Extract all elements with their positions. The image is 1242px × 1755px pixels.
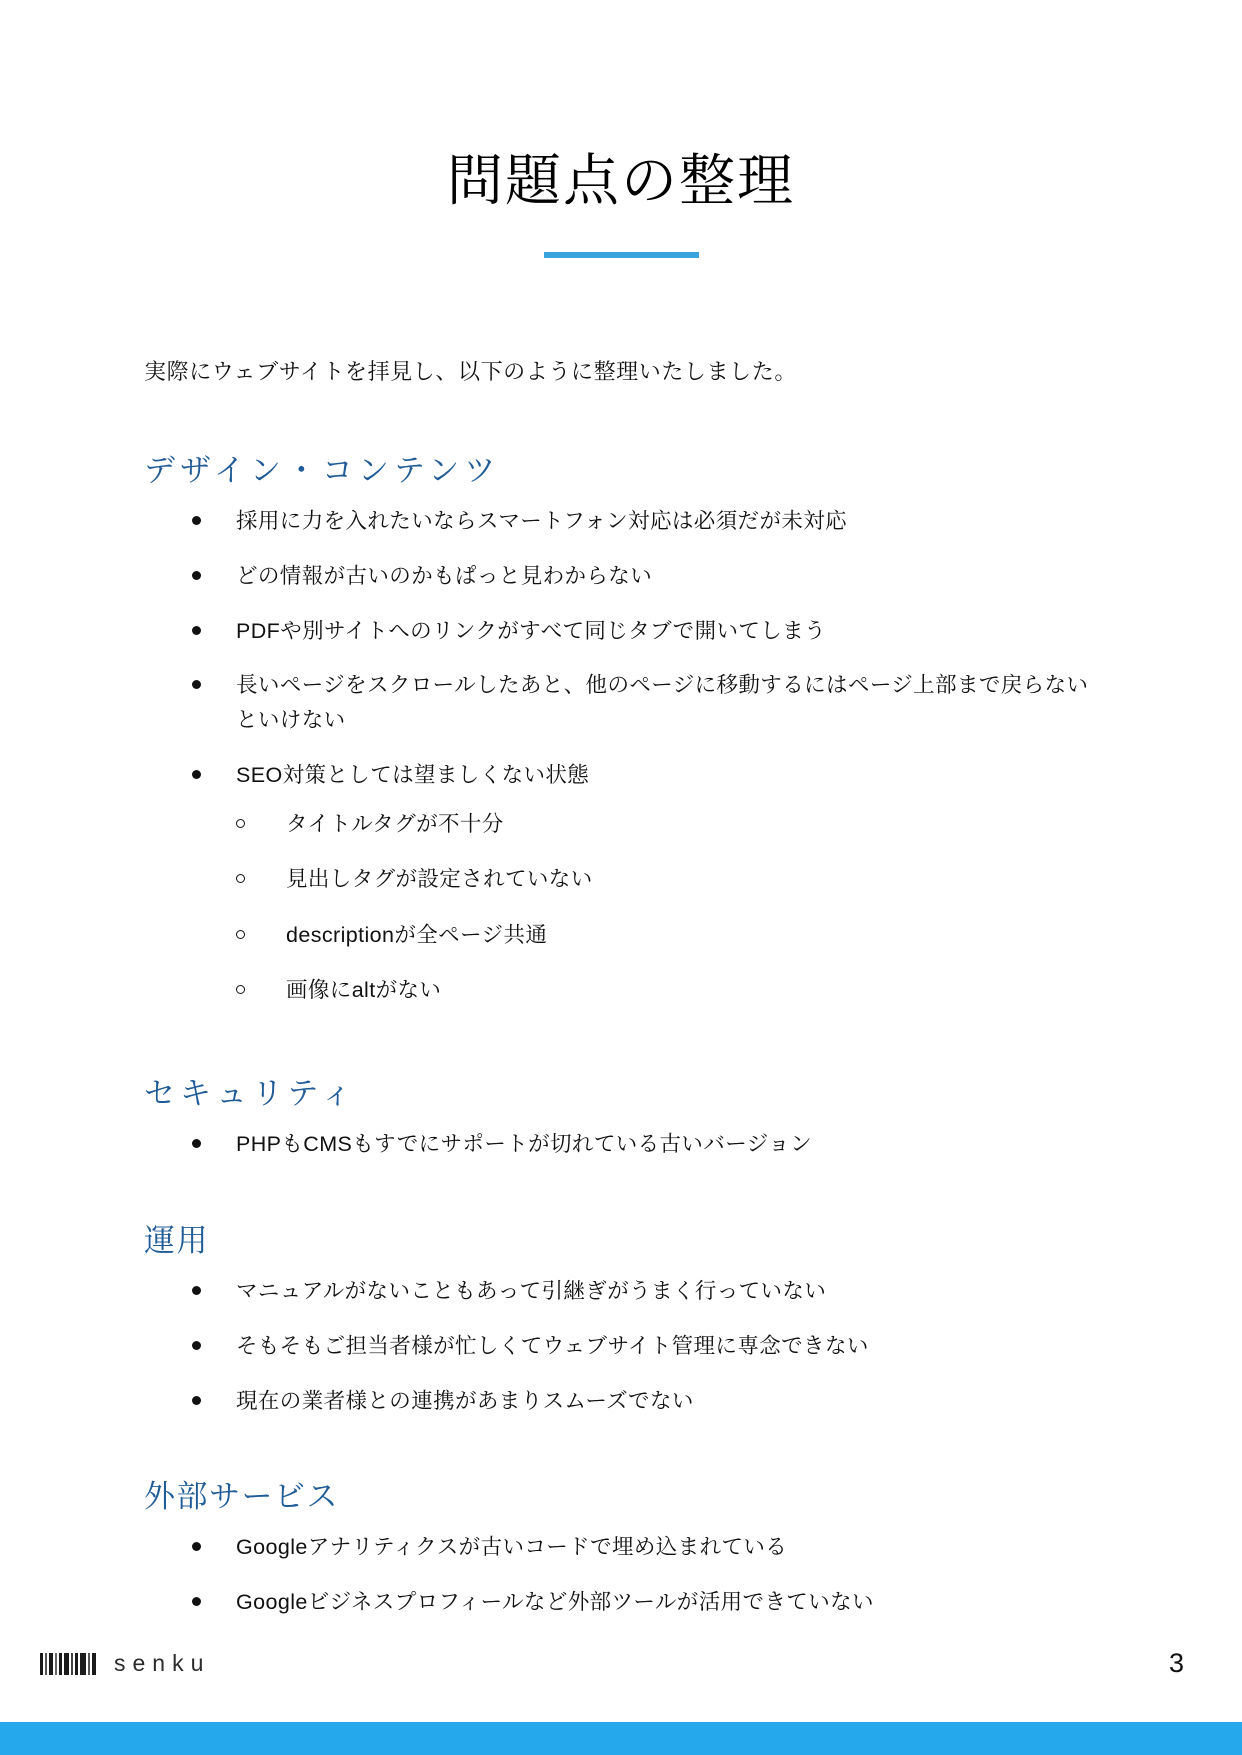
list-item-text: 現在の業者様との連携があまりスムーズでない bbox=[236, 1388, 694, 1413]
list-item bbox=[144, 758, 1104, 1007]
page-footer bbox=[0, 1615, 1242, 1755]
document-body bbox=[144, 355, 1104, 1664]
bullet-circle-icon bbox=[236, 874, 245, 883]
brand-logo bbox=[40, 1650, 210, 1677]
section-operations bbox=[144, 1220, 1104, 1418]
section-security bbox=[144, 1073, 1104, 1162]
title-accent-rule bbox=[544, 252, 699, 258]
list-item bbox=[144, 1329, 1104, 1364]
list-item-text: SEO対策としては望ましくない状態 bbox=[236, 762, 590, 787]
list-item bbox=[144, 1127, 1104, 1162]
list-item-text: PDFや別サイトへのリンクがすべて同じタブで開いてしまう bbox=[236, 618, 826, 643]
list-item-text: そもそもご担当者様が忙しくてウェブサイト管理に専念できない bbox=[236, 1333, 869, 1358]
intro-paragraph: 実際にウェブサイトを拝見し、以下のように整理いたしました。 bbox=[144, 359, 797, 384]
list-item-text: 採用に力を入れたいならスマートフォン対応は必須だが未対応 bbox=[236, 508, 848, 533]
list-item bbox=[144, 1530, 1104, 1565]
list-item-text: マニュアルがないこともあって引継ぎがうまく行っていない bbox=[236, 1278, 827, 1303]
bullet-list bbox=[144, 1127, 1104, 1162]
page-title: 問題点の整理 bbox=[447, 151, 795, 213]
bullet-list bbox=[144, 1274, 1104, 1418]
list-item bbox=[144, 559, 1104, 594]
bottom-accent-band bbox=[0, 1722, 1242, 1755]
bullet-dot-icon bbox=[192, 680, 201, 689]
bullet-dot-icon bbox=[192, 1286, 201, 1295]
sub-list-item-text: 見出しタグが設定されていない bbox=[286, 867, 593, 892]
bullet-dot-icon bbox=[192, 571, 201, 580]
sub-list-item bbox=[236, 973, 1104, 1007]
barcode-mark-icon bbox=[40, 1653, 98, 1675]
list-item bbox=[144, 504, 1104, 539]
bullet-dot-icon bbox=[192, 626, 201, 635]
list-item-text: Googleアナリティクスが古いコードで埋め込まれている bbox=[236, 1535, 788, 1560]
section-design-content bbox=[144, 450, 1104, 1007]
section-heading: セキュリティ bbox=[144, 1076, 357, 1112]
list-item-text: 長いページをスクロールしたあと、他のページに移動するにはページ上部まで戻らないといけない bbox=[236, 673, 1089, 733]
bullet-dot-icon bbox=[192, 770, 201, 779]
sub-list-item bbox=[236, 862, 1104, 896]
bullet-dot-icon bbox=[192, 1396, 201, 1405]
bullet-dot-icon bbox=[192, 1542, 201, 1551]
section-heading: デザイン・コンテンツ bbox=[144, 453, 501, 488]
bullet-dot-icon bbox=[192, 516, 201, 525]
list-item-text: PHPもCMSもすでにサポートが切れている古いバージョン bbox=[236, 1132, 812, 1157]
page-number: 3 bbox=[1168, 1648, 1184, 1678]
sub-list-item-text: descriptionが全ページ共通 bbox=[286, 922, 548, 947]
list-item bbox=[144, 668, 1104, 738]
list-item-text: どの情報が古いのかもぱっと見わからない bbox=[236, 563, 653, 588]
list-item-text: Googleビジネスプロフィールなど外部ツールが活用できていない bbox=[236, 1590, 874, 1615]
bullet-circle-icon bbox=[236, 985, 245, 994]
bullet-circle-icon bbox=[236, 819, 245, 828]
bullet-dot-icon bbox=[192, 1341, 201, 1350]
bullet-dot-icon bbox=[192, 1139, 201, 1148]
title-block bbox=[0, 150, 1242, 258]
list-item bbox=[144, 1274, 1104, 1309]
bullet-circle-icon bbox=[236, 930, 245, 939]
section-heading: 外部サービス bbox=[144, 1479, 339, 1515]
bullet-list bbox=[144, 1530, 1104, 1620]
sub-list-item bbox=[236, 807, 1104, 841]
section-heading: 運用 bbox=[144, 1223, 209, 1259]
brand-name: senku bbox=[114, 1650, 211, 1676]
list-item bbox=[144, 614, 1104, 649]
sub-list-item-text: 画像にaltがない bbox=[286, 977, 442, 1002]
sub-list-item bbox=[236, 918, 1104, 952]
bullet-dot-icon bbox=[192, 1597, 201, 1606]
sub-list-item-text: タイトルタグが不十分 bbox=[286, 811, 504, 836]
bullet-list bbox=[144, 504, 1104, 1008]
section-external-services bbox=[144, 1476, 1104, 1620]
sub-bullet-list bbox=[236, 807, 1104, 1008]
list-item bbox=[144, 1384, 1104, 1419]
